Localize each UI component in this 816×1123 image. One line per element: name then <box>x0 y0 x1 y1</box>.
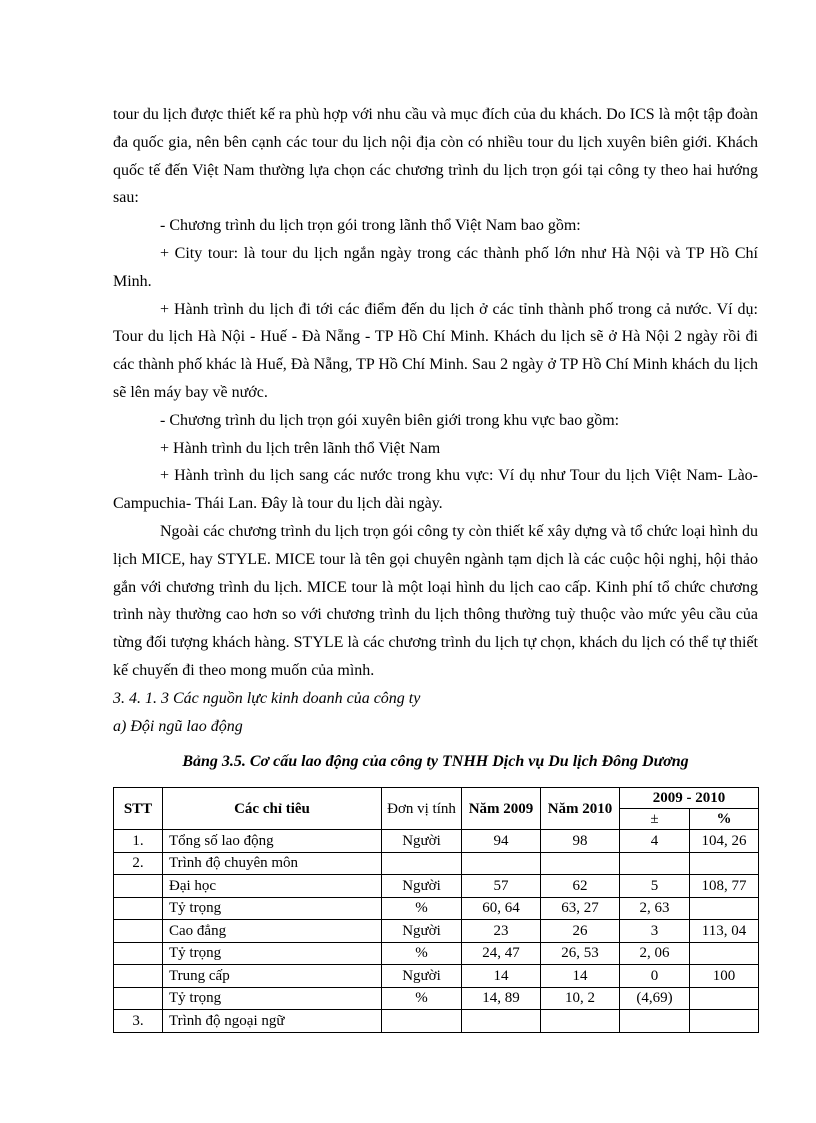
cell-unit: Người <box>382 920 462 943</box>
cell-stt <box>114 965 163 988</box>
cell-pct: 108, 77 <box>690 875 759 898</box>
cell-diff: 4 <box>620 830 690 853</box>
cell-y2009 <box>462 1010 541 1033</box>
cell-diff: 5 <box>620 875 690 898</box>
table-row <box>114 1010 759 1033</box>
cell-diff: 0 <box>620 965 690 988</box>
cell-unit: % <box>382 897 462 920</box>
paragraph: + Hành trình du lịch đi tới các điểm đến du lịch ở các tỉnh thành phố trong cả nước. Ví dụ: Tour du lịch Hà Nội - Huế - Đà Nẵng - TP Hồ Chí Minh. Khách du lịch sẽ ở Hà Nội 2 ngày rồi đi các thành phố khác là Huế, Đà Nẵng, TP Hồ Chí Minh. Sau 2 ngày ở TP Hồ Chí Minh khách du lịch sẽ lên máy bay về nước. <box>113 300 758 401</box>
cell-stt <box>114 987 163 1010</box>
cell-pct <box>690 1010 759 1033</box>
cell-y2010 <box>541 852 620 875</box>
table-row <box>114 875 759 898</box>
header-compare: 2009 - 2010 <box>620 788 759 809</box>
table-row <box>114 965 759 988</box>
paragraph: tour du lịch được thiết kế ra phù hợp với nhu cầu và mục đích của du khách. Do ICS là một tập đoàn đa quốc gia, nên bên cạnh các tour du lịch nội địa còn có nhiều tour du lịch xuyên biên giới. Khách quốc tế đến Việt Nam thường lựa chọn các chương trình du lịch trọn gói tại công ty theo hai hướng sau: <box>113 106 758 207</box>
cell-y2010: 26, 53 <box>541 942 620 965</box>
header-2009: Năm 2009 <box>462 788 541 830</box>
cell-unit <box>382 852 462 875</box>
cell-stt <box>114 897 163 920</box>
cell-name: Tỷ trọng <box>163 897 382 920</box>
cell-name: Tỷ trọng <box>163 942 382 965</box>
cell-pct <box>690 897 759 920</box>
cell-name: Tổng số lao động <box>163 830 382 853</box>
labor-structure-table <box>113 787 759 1033</box>
cell-pct: 113, 04 <box>690 920 759 943</box>
cell-pct <box>690 987 759 1010</box>
cell-stt <box>114 920 163 943</box>
cell-name: Đại học <box>163 875 382 898</box>
header-2010: Năm 2010 <box>541 788 620 830</box>
header-unit: Đơn vị tính <box>382 788 462 830</box>
subsection-heading: a) Đội ngũ lao động <box>113 717 243 735</box>
cell-stt: 3. <box>114 1010 163 1033</box>
table-caption: Bảng 3.5. Cơ cấu lao động của công ty TNHH Dịch vụ Du lịch Đông Dương <box>182 753 689 770</box>
paragraph: + Hành trình du lịch trên lãnh thổ Việt Nam <box>160 439 441 457</box>
cell-diff <box>620 852 690 875</box>
header-indicator: Các chỉ tiêu <box>163 788 382 830</box>
table-row <box>114 897 759 920</box>
header-diff: ± <box>620 809 690 830</box>
cell-pct <box>690 942 759 965</box>
cell-y2009: 60, 64 <box>462 897 541 920</box>
cell-y2009: 57 <box>462 875 541 898</box>
section-heading: 3. 4. 1. 3 Các nguồn lực kinh doanh của công ty <box>113 689 421 707</box>
cell-y2010: 14 <box>541 965 620 988</box>
body-text <box>113 101 758 740</box>
cell-name: Cao đẳng <box>163 920 382 943</box>
cell-diff: 2, 63 <box>620 897 690 920</box>
paragraph: - Chương trình du lịch trọn gói trong lãnh thổ Việt Nam bao gồm: <box>160 217 581 235</box>
cell-stt <box>114 942 163 965</box>
cell-y2010: 10, 2 <box>541 987 620 1010</box>
cell-y2010: 26 <box>541 920 620 943</box>
cell-name: Trình độ chuyên môn <box>163 852 382 875</box>
table-row <box>114 942 759 965</box>
cell-diff <box>620 1010 690 1033</box>
header-stt: STT <box>114 788 163 830</box>
header-pct: % <box>690 809 759 830</box>
cell-unit: % <box>382 942 462 965</box>
table-row <box>114 920 759 943</box>
table-row <box>114 987 759 1010</box>
cell-unit: Người <box>382 830 462 853</box>
table-row <box>114 830 759 853</box>
paragraph: + City tour: là tour du lịch ngắn ngày trong các thành phố lớn như Hà Nội và TP Hồ Chí Minh. <box>113 244 758 290</box>
paragraph: Ngoài các chương trình du lịch trọn gói công ty còn thiết kế xây dựng và tổ chức loại hình du lịch MICE, hay STYLE. MICE tour là tên gọi chuyên ngành tạm dịch là các cuộc hội nghị, hội thảo gắn với chương trình du lịch. MICE tour là một loại hình du lịch cao cấp. Kinh phí tổ chức chương trình này thường cao hơn so với chương trình du lịch thông thường tuỳ thuộc vào mức yêu cầu của từng đối tượng khách hàng. STYLE là các chương trình du lịch tự chọn, khách du lịch có thể tự thiết kế chuyến đi theo mong muốn của mình. <box>113 522 758 679</box>
cell-y2009: 23 <box>462 920 541 943</box>
paragraph: - Chương trình du lịch trọn gói xuyên biên giới trong khu vực bao gồm: <box>160 411 620 429</box>
cell-y2009 <box>462 852 541 875</box>
cell-diff: 3 <box>620 920 690 943</box>
cell-diff: 2, 06 <box>620 942 690 965</box>
cell-pct: 104, 26 <box>690 830 759 853</box>
cell-y2010: 98 <box>541 830 620 853</box>
cell-y2009: 14 <box>462 965 541 988</box>
cell-name: Tỷ trọng <box>163 987 382 1010</box>
cell-name: Trình độ ngoại ngữ <box>163 1010 382 1033</box>
cell-y2009: 94 <box>462 830 541 853</box>
cell-unit <box>382 1010 462 1033</box>
cell-name: Trung cấp <box>163 965 382 988</box>
cell-y2009: 24, 47 <box>462 942 541 965</box>
cell-pct <box>690 852 759 875</box>
cell-pct: 100 <box>690 965 759 988</box>
paragraph: + Hành trình du lịch sang các nước trong khu vực: Ví dụ như Tour du lịch Việt Nam- Lào- Campuchia- Thái Lan. Đây là tour du lịch dài ngày. <box>113 467 758 513</box>
cell-stt: 1. <box>114 830 163 853</box>
cell-unit: Người <box>382 965 462 988</box>
cell-stt: 2. <box>114 852 163 875</box>
cell-unit: % <box>382 987 462 1010</box>
cell-y2010 <box>541 1010 620 1033</box>
table-row <box>114 852 759 875</box>
cell-y2009: 14, 89 <box>462 987 541 1010</box>
cell-y2010: 62 <box>541 875 620 898</box>
cell-stt <box>114 875 163 898</box>
cell-diff: (4,69) <box>620 987 690 1010</box>
cell-y2010: 63, 27 <box>541 897 620 920</box>
cell-unit: Người <box>382 875 462 898</box>
